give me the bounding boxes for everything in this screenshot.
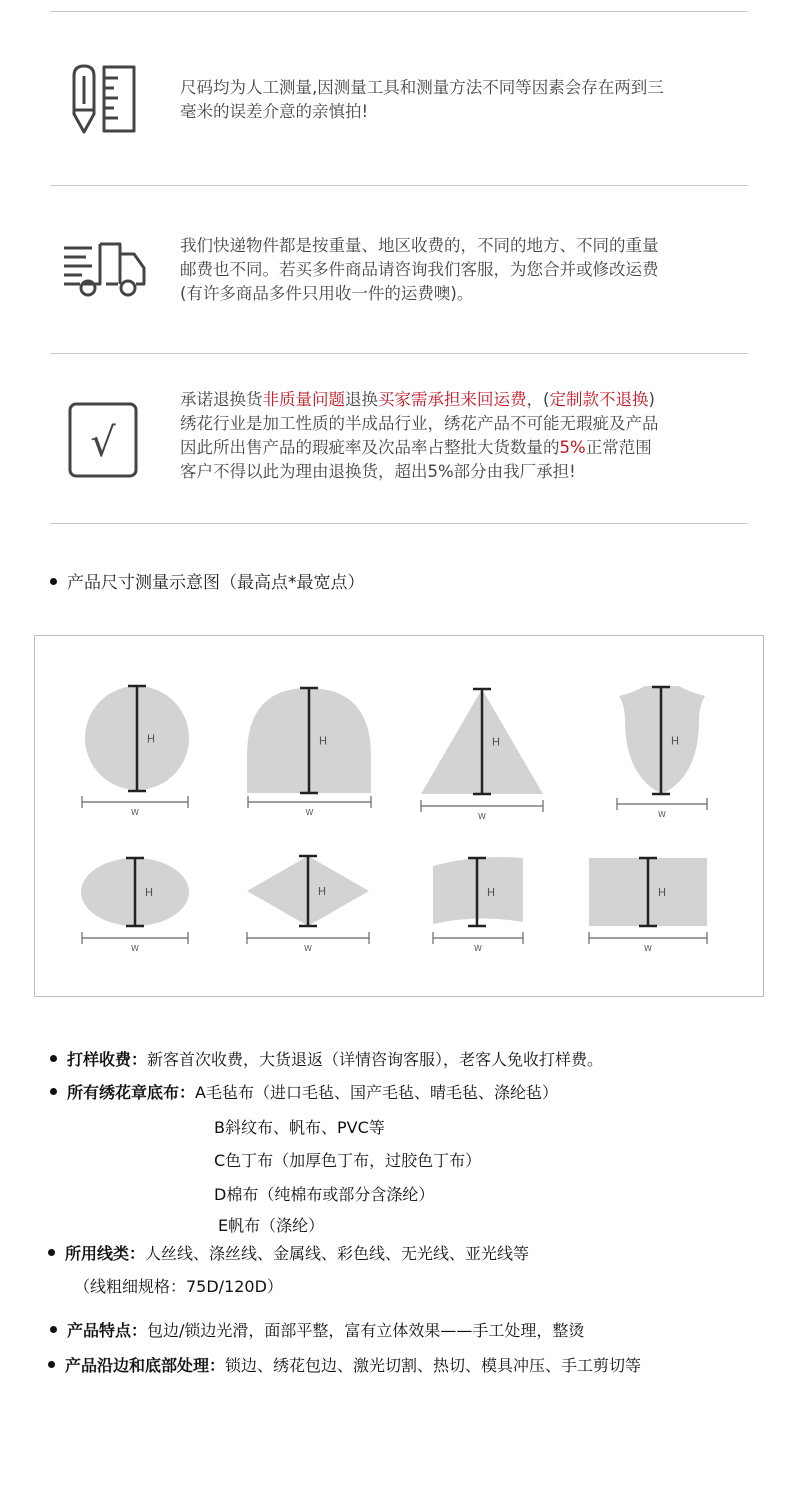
notice-text-segment: ) (648, 390, 655, 409)
diagram-title: 产品尺寸测量示意图（最高点*最宽点） (67, 573, 365, 593)
spec-label: 产品特点： (67, 1321, 148, 1340)
height-label: H (657, 886, 667, 899)
highlight-text: 5% (559, 438, 586, 457)
notice-text-segment: 绣花行业是加工性质的半成品行业，绣花产品不可能无瑕疵及产品 (180, 414, 659, 433)
height-label: H (491, 735, 501, 749)
notice-measurement (180, 76, 750, 124)
notice-line (180, 412, 750, 436)
spec-text: 包边/锁边光滑，面部平整，富有立体效果——手工处理，整烫 (147, 1321, 585, 1340)
notice-shipping (180, 234, 750, 306)
bullet-dot (50, 1055, 57, 1062)
divider-2 (50, 353, 748, 354)
spec-text: C色丁布（加厚色丁布，过胶色丁布） (214, 1151, 482, 1170)
bullet-dot (50, 1326, 57, 1333)
notice-text-segment: 正常范围 (585, 438, 652, 457)
spec-label: 产品沿边和底部处理： (65, 1356, 226, 1375)
notice-line (180, 460, 750, 484)
spec-item (218, 1213, 324, 1236)
height-label: H (486, 886, 496, 899)
spec-text: E帆布（涤纶） (218, 1216, 325, 1235)
spec-item (48, 1241, 529, 1264)
notice-line (180, 282, 750, 306)
svg-text:√: √ (90, 420, 116, 466)
notice-line (180, 234, 750, 258)
height-label: H (318, 734, 328, 748)
size-diagram (34, 635, 764, 997)
spec-text: 锁边、绣花包边、激光切割、热切、模具冲压、手工剪切等 (225, 1356, 642, 1375)
notice-text-segment: 毫米的误差介意的亲慎拍! (180, 102, 369, 121)
highlight-text: 非质量问题 (262, 390, 345, 409)
checkbox-icon (68, 402, 140, 482)
spec-item (50, 1047, 603, 1070)
spec-text: A毛毡布（进口毛毡、国产毛毡、晴毛毡、涤纶毡） (195, 1083, 558, 1102)
spec-text: D棉布（纯棉布或部分含涤纶） (214, 1185, 435, 1204)
spec-label: 所有绣花章底布： (67, 1083, 196, 1102)
notice-line (180, 388, 750, 412)
height-label: H (317, 885, 327, 898)
divider-1 (50, 185, 748, 186)
spec-item (50, 1318, 584, 1341)
spec-text: 新客首次收费，大货退返（详情咨询客服），老客人免收打样费。 (147, 1050, 604, 1069)
highlight-text: 买家需承担来回运费 (378, 390, 527, 409)
notice-text-segment: 因此所出售产品的瑕疵率及次品率占整批大货数量的 (180, 438, 560, 457)
delivery-truck-icon (62, 240, 148, 304)
bullet-dot (50, 1088, 57, 1095)
notice-text-segment: 邮费也不同。若买多件商品请咨询我们客服，为您合并或修改运费 (180, 260, 659, 279)
bullet-dot (48, 1249, 55, 1256)
spec-item (74, 1274, 283, 1297)
height-label: H (670, 734, 680, 748)
spec-text: 人丝线、涤丝线、金属线、彩色线、无光线、亚光线等 (145, 1244, 530, 1263)
notice-text-segment: 客户不得以此为理由退换货，超出5%部分由我厂承担! (180, 462, 576, 481)
notice-text-segment: 承诺退换货 (180, 390, 263, 409)
spec-item (214, 1182, 434, 1205)
pen-ruler-icon (70, 64, 140, 140)
notice-line (180, 100, 750, 124)
width-label: W (658, 810, 666, 819)
height-label: H (146, 732, 156, 746)
notice-text-segment: 尺码均为人工测量,因测量工具和测量方法不同等因素会存在两到三 (180, 78, 664, 97)
notice-line (180, 436, 750, 460)
height-label: H (144, 886, 154, 899)
divider-top (50, 11, 748, 12)
highlight-text: 定制款不退换 (549, 390, 649, 409)
notice-line (180, 258, 750, 282)
bullet-dot (50, 578, 57, 585)
width-label: W (644, 944, 652, 953)
spec-item (214, 1148, 481, 1171)
notice-returns (180, 388, 750, 484)
notice-line (180, 76, 750, 100)
spec-item (50, 1080, 558, 1103)
notice-text-segment: ，( (526, 390, 550, 409)
notice-text-segment: 退换 (345, 390, 378, 409)
width-label: W (131, 944, 139, 953)
spec-item (48, 1353, 641, 1376)
notice-text-segment: (有许多商品多件只用收一件的运费噢)。 (180, 284, 474, 303)
width-label: W (305, 808, 314, 817)
size-diagram-svg (35, 636, 765, 998)
width-label: W (478, 812, 486, 821)
notice-text-segment: 我们快递物件都是按重量、地区收费的，不同的地方、不同的重量 (180, 236, 659, 255)
width-label: W (304, 944, 312, 953)
spec-label: 所用线类： (65, 1244, 146, 1263)
spec-text: （线粗细规格：75D/120D） (74, 1277, 283, 1296)
diagram-heading (50, 568, 365, 593)
divider-3 (50, 523, 748, 524)
width-label: W (474, 944, 482, 953)
bullet-dot (48, 1361, 55, 1368)
width-label: W (131, 808, 139, 817)
spec-item (214, 1115, 385, 1138)
spec-text: B斜纹布、帆布、PVC等 (214, 1118, 385, 1137)
spec-label: 打样收费： (67, 1050, 148, 1069)
